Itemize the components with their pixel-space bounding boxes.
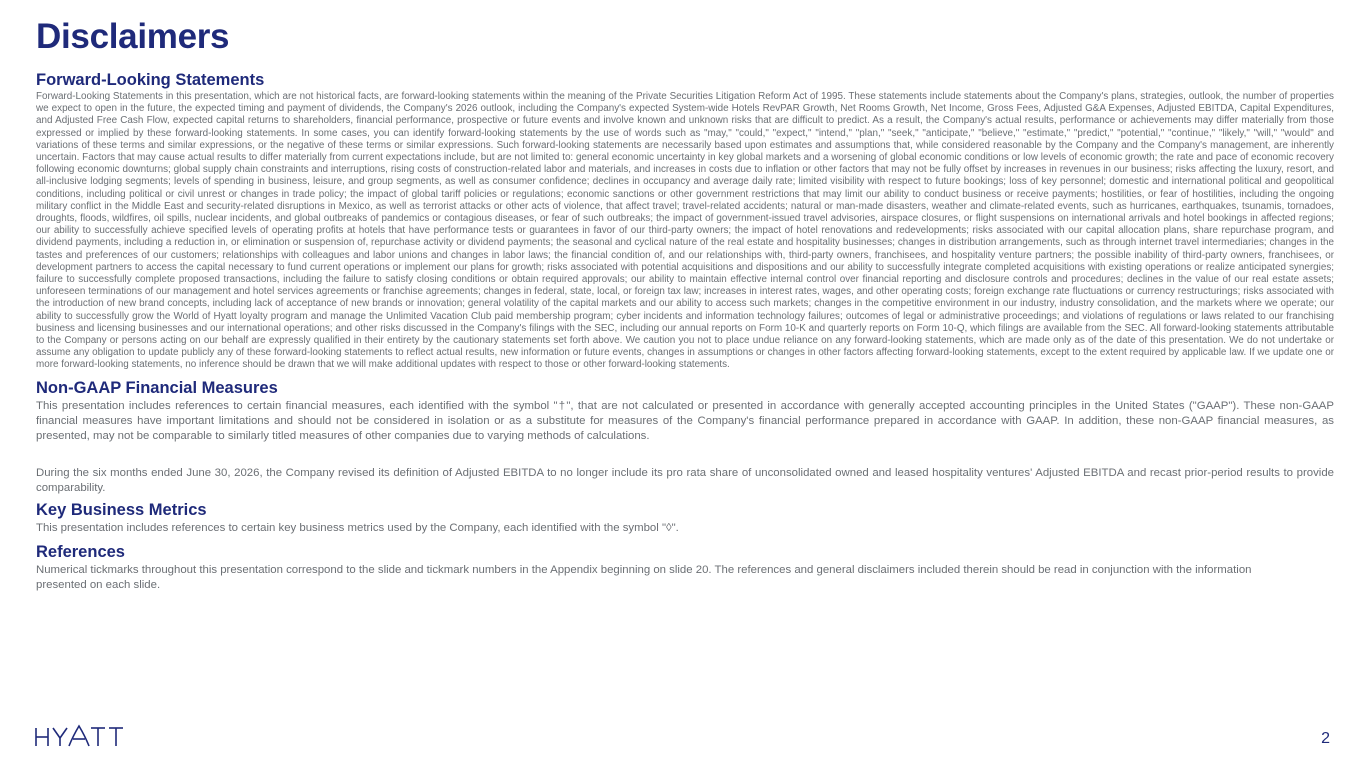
non-gaap-heading: Non-GAAP Financial Measures — [36, 378, 278, 397]
page-number: 2 — [1321, 730, 1330, 747]
key-business-metrics-body: This presentation includes references to certain key business metrics used by the Company, each identified with the symbol "◊". — [36, 521, 679, 534]
non-gaap-paragraph-2: During the six months ended June 30, 2026, the Company revised its definition of Adjusted EBITDA to no longer include its pro rata share of unconsolidated owned and leased hospitality ventures' Adjusted EBITDA and recast prior-period results to provide comparability. — [36, 466, 1334, 494]
disclaimer-content — [36, 70, 1334, 593]
hyatt-logo — [35, 722, 130, 752]
non-gaap-paragraph-1: This presentation includes references to certain financial measures, each identified with the symbol "†", that are not calculated or presented in accordance with generally accepted accounting principles in the United States ("GAAP"). These non-GAAP financial measures have important limitations and should not be considered in isolation or as a substitute for measures of the Company's financial performance prepared in accordance with GAAP. In addition, these non-GAAP financial measures, as presented, may not be comparable to similarly titled measures of other companies due to varying methods of calculations. — [36, 399, 1334, 442]
references-body: Numerical tickmarks throughout this presentation correspond to the slide and tickmark numbers in the Appendix beginning on slide 20. The references and general disclaimers included therein should be read in conjunction with the information presented on each slide. — [36, 563, 1252, 591]
non-gaap-section — [36, 378, 1334, 496]
key-business-metrics-heading: Key Business Metrics — [36, 500, 207, 519]
forward-looking-section — [36, 70, 1334, 372]
forward-looking-heading: Forward-Looking Statements — [36, 71, 265, 89]
references-section — [36, 542, 1334, 593]
key-business-metrics-section — [36, 500, 1334, 536]
page-title: Disclaimers — [36, 17, 230, 56]
forward-looking-body: Forward-Looking Statements in this presentation, which are not historical facts, are forward-looking statements within the meaning of the Private Securities Litigation Reform Act of 1995. These statements include statements about the Company's plans, strategies, outlook, the number of properties we expect to open in the future, the expected timing and payment of dividends, the Company's 2026 outlook, including the Company's expected System-wide Hotels RevPAR Growth, Net Rooms Growth, Net Income, Gross Fees, Adjusted G&A Expenses, Adjusted EBITDA, Capital Expenditures, and Adjusted Free Cash Flow, expected capital returns to shareholders, financial performance, prospective or future events and involve known and unknown risks that are difficult to predict. As a result, the Company's actual results, performance or achievements may differ materially from those expressed or implied by these forward-looking statements. In some cases, you can identify forward-looking statements by the use of words such as "may," "could," "expect," "intend," "plan," "seek," "anticipate," "believe," "estimate," "predict," "potential," "continue," "likely," "will," "would" and variations of these terms and similar expressions, or the negative of these terms or similar expressions. Such forward-looking statements are necessarily based upon estimates and assumptions that, while considered reasonable by the Company and the Company's management, are inherently uncertain. Factors that may cause actual results to differ materially from current expectations include, but are not limited to: general economic uncertainty in key global markets and a worsening of global economic conditions or low levels of economic growth; the rate and pace of economic recovery following economic downturns; global supply chain constraints and interruptions, rising costs of construction-related labor and materials, and increases in costs due to inflation or other factors that may not be fully offset by increases in revenues in our business; risks affecting the luxury, resort, and all-inclusive lodging segments; levels of spending in business, leisure, and group segments, as well as consumer confidence; declines in occupancy and average daily rate; limited visibility with respect to future bookings; loss of key personnel; domestic and international political and geopolitical conditions, including political or civil unrest or changes in trade policy; the impact of global tariff policies or regulations; economic sanctions or other government restrictions that may limit our ability to conduct business or receive payments; hostilities, or fear of hostilities, including the ongoing military conflict in the Middle East and security-related disruptions in Mexico, as well as terrorist attacks or other acts of violence, that affect travel; travel-related accidents; natural or man-made disasters, weather and climate-related events, such as hurricanes, earthquakes, tsunamis, tornadoes, droughts, floods, wildfires, oil spills, nuclear incidents, and global outbreaks of pandemics or contagious diseases, or fear of such outbreaks; the impact of government-issued travel advisories, airspace closures, or flight suspensions on international arrivals and hotel bookings in affected regions; our ability to successfully achieve specified levels of operating profits at hotels that have performance tests or guarantees in favor of our third-party owners; the impact of hotel renovations and redevelopments; risks associated with our capital allocation plans, share repurchase program, and dividend payments, including a reduction in, or elimination or suspension of, repurchase activity or dividend payments; the seasonal and cyclical nature of the real estate and hospitality businesses; changes in distribution arrangements, such as through internet travel intermediaries; changes in the tastes and preferences of our customers; relationships with colleagues and labor unions and changes in labor laws; the financial condition of, and our relationships with, third-party owners, franchisees, and hospitality venture partners; the possible inability of third-party owners, franchisees, or development partners to access the capital necessary to fund current operations or implement our plans for growth; risks associated with potential acquisitions and dispositions and our ability to successfully integrate completed acquisitions with existing operations or realize anticipated synergies; failure to successfully complete proposed transactions, including the failure to satisfy closing conditions or obtain required approvals; our ability to maintain effective internal control over financial reporting and disclosure controls and procedures; declines in the value of our real estate assets; unforeseen terminations of our management and hotel services agreements or franchise agreements; changes in federal, state, local, or foreign tax law; increases in interest rates, wages, and other operating costs; foreign exchange rate fluctuations or currency restructurings; risks associated with the introduction of new brand concepts, including lack of acceptance of new brands or innovation; general volatility of the capital markets and our ability to access such markets; changes in the competitive environment in our industry, industry consolidation, and the markets where we operate; our ability to successfully grow the World of Hyatt loyalty program and manage the Unlimited Vacation Club paid membership program; cyber incidents and information technology failures; outcomes of legal or administrative proceedings; and violations of regulations or laws related to our franchising business and licensing businesses and our international operations; and other risks discussed in the Company's filings with the SEC, including our annual reports on Form 10-K and quarterly reports on Form 10-Q, which filings are available from the SEC. All forward-looking statements attributable to the Company or persons acting on our behalf are expressly qualified in their entirety by the cautionary statements set forth above. We caution you not to place undue reliance on any forward-looking statements, which are made only as of the date of this presentation. We do not undertake or assume any obligation to update publicly any of these forward-looking statements to reflect actual results, new information or future events, changes in assumptions or changes in other factors affecting forward-looking statements, except to the extent required by applicable law. If we update one or more forward-looking statements, no inference should be drawn that we will make additional updates with respect to those or other forward-looking statements. — [36, 91, 1334, 371]
references-heading: References — [36, 542, 125, 561]
